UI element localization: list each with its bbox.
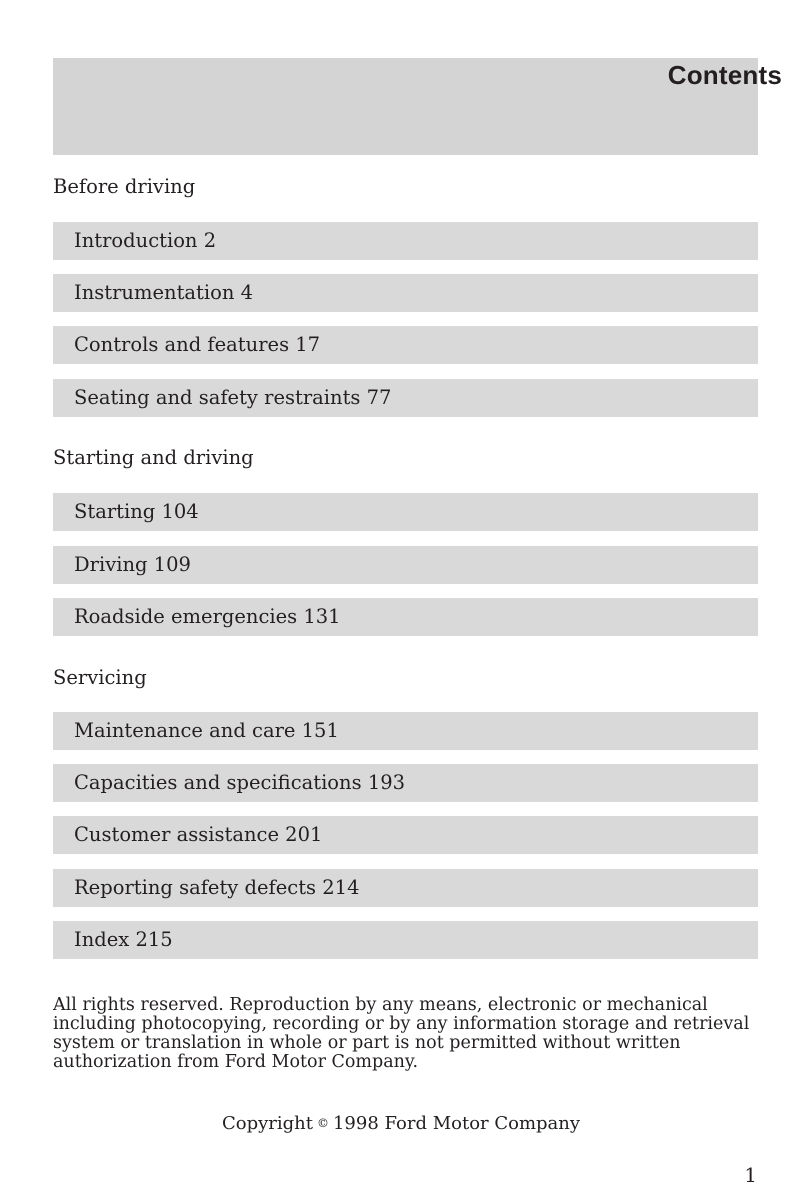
rights-line: authorization from Ford Motor Company. (53, 1052, 419, 1072)
rights-line: All rights reserved. Reproduction by any means, electronic or mechanical (53, 995, 708, 1015)
toc-entry-instrumentation[interactable] (53, 274, 758, 312)
copyright-symbol-icon: © (316, 1116, 329, 1130)
copyright-prefix: Copyright (221, 1113, 313, 1134)
header-band (53, 58, 758, 155)
rights-line: including photocopying, recording or by any information storage and retrieval (53, 1014, 750, 1034)
section-heading-servicing: Servicing (53, 666, 147, 689)
toc-entry-label: Capacities and specifications 193 (74, 771, 406, 794)
section-heading-starting-and-driving: Starting and driving (53, 446, 254, 469)
toc-entry-customer-assistance[interactable] (53, 816, 758, 854)
toc-entry-roadside-emergencies[interactable] (53, 598, 758, 636)
rights-line: system or translation in whole or part is not permitted without written (53, 1033, 681, 1053)
copyright-suffix: 1998 Ford Motor Company (332, 1113, 581, 1134)
toc-entry-starting[interactable] (53, 493, 758, 531)
toc-entry-index[interactable] (53, 921, 758, 959)
page-number: 1 (744, 1163, 757, 1187)
rights-notice (53, 996, 753, 1072)
toc-entry-label: Maintenance and care 151 (74, 719, 339, 742)
toc-entry-label: Seating and safety restraints 77 (74, 386, 392, 409)
toc-entry-controls-and-features[interactable] (53, 326, 758, 364)
toc-entry-label: Controls and features 17 (74, 333, 321, 356)
toc-entry-maintenance-and-care[interactable] (53, 712, 758, 750)
toc-entry-introduction[interactable] (53, 222, 758, 260)
toc-entry-label: Roadside emergencies 131 (74, 605, 341, 628)
toc-entry-label: Index 215 (74, 928, 173, 951)
toc-entry-driving[interactable] (53, 546, 758, 584)
toc-entry-capacities-and-specifications[interactable] (53, 764, 758, 802)
copyright-line (0, 1113, 802, 1134)
toc-entry-label: Introduction 2 (74, 229, 217, 252)
toc-entry-label: Instrumentation 4 (74, 281, 254, 304)
toc-entry-reporting-safety-defects[interactable] (53, 869, 758, 907)
page-title: Contents (667, 60, 782, 90)
toc-entry-label: Driving 109 (74, 553, 191, 576)
toc-entry-label: Reporting safety defects 214 (74, 876, 360, 899)
toc-entry-seating-and-safety-restraints[interactable] (53, 379, 758, 417)
toc-entry-label: Starting 104 (74, 500, 199, 523)
section-heading-before-driving: Before driving (53, 175, 196, 198)
toc-entry-label: Customer assistance 201 (74, 823, 323, 846)
